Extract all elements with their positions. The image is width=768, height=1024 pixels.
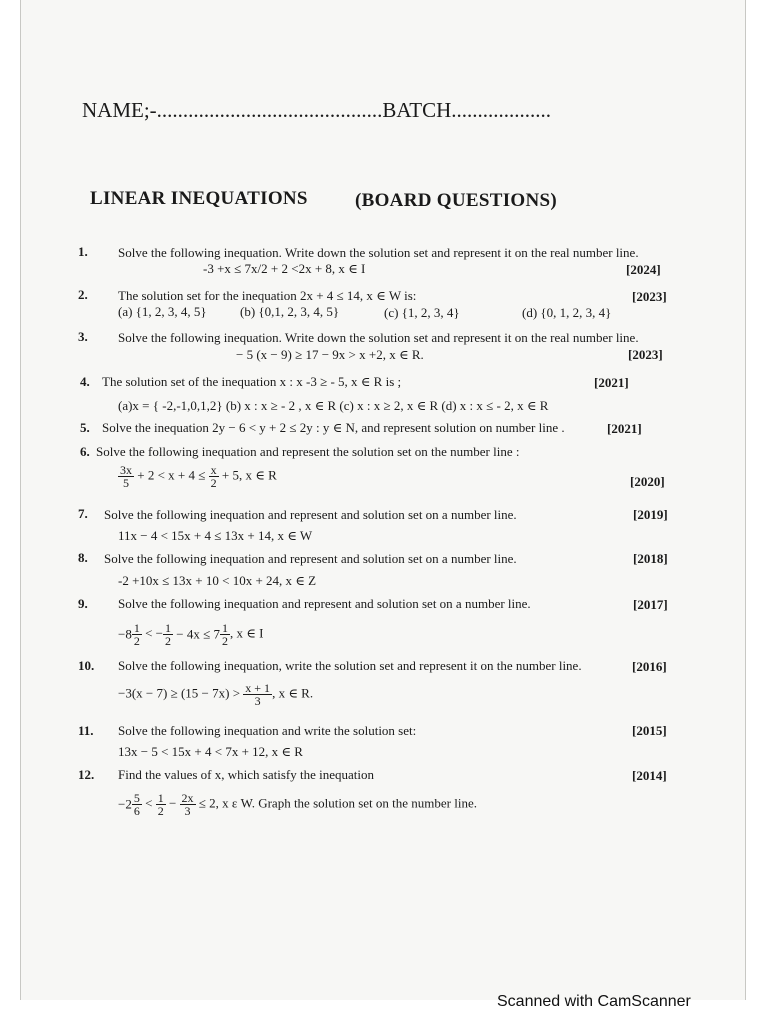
scanner-watermark: Scanned with CamScanner: [497, 993, 691, 1010]
question-text: Solve the following inequation. Write down the solution set and represent it on the real number line.: [118, 245, 639, 260]
question-text: The solution set for the inequation 2x + 4 ≤ 14, x ∈ W is:: [118, 288, 417, 303]
question-expression: -3 +x ≤ 7x/2 + 2 <2x + 8, x ∈ I: [203, 261, 366, 276]
question-number: 11.: [78, 723, 94, 738]
question-number: 6.: [80, 444, 90, 459]
option-c: (c) {1, 2, 3, 4}: [384, 305, 460, 320]
question-year: [2014]: [632, 768, 667, 783]
option-a: (a) {1, 2, 3, 4, 5}: [118, 304, 207, 319]
question-number: 5.: [80, 420, 90, 435]
question-number: 1.: [78, 244, 88, 259]
question-text: Solve the following inequation. Write down the solution set and represent it on the real number line.: [118, 330, 639, 345]
question-text: The solution set of the inequation x : x -3 ≥ - 5, x ∈ R is ;: [102, 374, 402, 389]
page-title: LINEAR INEQUATIONS: [90, 188, 308, 209]
fraction: $\frac{x}{2}$: [210, 463, 217, 490]
question-text: Solve the inequation 2y − 6 < y + 2 ≤ 2y : y ∈ N, and represent solution on number line .: [102, 420, 565, 435]
question-year: [2024]: [626, 262, 661, 277]
question-text: Solve the following inequation and represent and solution set on a number line.: [104, 507, 517, 522]
question-number: 7.: [78, 506, 88, 521]
fraction: $\frac{1}{2}$: [165, 621, 172, 648]
question-number: 10.: [78, 658, 95, 673]
fraction: $\frac{3x}{5}$: [120, 463, 132, 490]
question-year: [2023]: [628, 347, 663, 362]
question-number: 12.: [78, 767, 95, 782]
question-expression: 13x − 5 < 15x + 4 < 7x + 12, x ∈ R: [118, 744, 303, 759]
name-batch-line: NAME;-...........................................BATCH...................: [82, 98, 552, 122]
mixed-number: − 4x ≤ 7 $\frac{1}{2}$: [176, 621, 228, 648]
question-year: [2017]: [633, 597, 668, 612]
question-expression: − 5 (x − 9) ≥ 17 − 9x > x +2, x ∈ R.: [236, 347, 424, 362]
question-year: [2016]: [632, 659, 667, 674]
question-options: (a)x = { -2,-1,0,1,2} (b) x : x ≥ - 2 , x ∈ R (c) x : x ≥ 2, x ∈ R (d) x : x ≤ - 2, x ∈ R: [118, 398, 549, 413]
question-number: 8.: [78, 550, 88, 565]
question-year: [2015]: [632, 723, 667, 738]
question-expression: -2 +10x ≤ 13x + 10 < 10x + 24, x ∈ Z: [118, 573, 317, 588]
question-number: 4.: [80, 374, 90, 389]
question-expression: −2 $\frac{5}{6}$ < $\frac{1}{2}$ − $\frac{2x}{3}$ ≤ 2, x ε W. Graph the solution set on the number line.: [118, 791, 477, 818]
question-year: [2021]: [594, 375, 629, 390]
question-year: [2021]: [607, 421, 642, 436]
question-text: Solve the following inequation and write the solution set:: [118, 723, 417, 738]
question-text: Solve the following inequation, write the solution set and represent it on the number line.: [118, 658, 582, 673]
question-number: 3.: [78, 329, 88, 344]
question-expression: −3(x − 7) ≥ (15 − 7x) > $\frac{x + 1}{3}$ , x ∈ R.: [118, 681, 314, 708]
fraction: $\frac{2x}{3}$: [181, 791, 194, 818]
question-year: [2020]: [630, 474, 665, 489]
question-text: Solve the following inequation and represent and solution set on a number line.: [104, 551, 517, 566]
question-year: [2019]: [633, 507, 668, 522]
question-expression: $\frac{3x}{5}$ + 2 < x + 4 ≤ $\frac{x}{2}$ + 5, x ∈ R: [120, 463, 277, 490]
question-year: [2023]: [632, 289, 667, 304]
fraction: $\frac{1}{2}$: [157, 791, 164, 818]
question-year: [2018]: [633, 551, 668, 566]
mixed-number: −2 $\frac{5}{6}$: [118, 791, 140, 818]
question-number: 9.: [78, 596, 88, 611]
question-expression: 11x − 4 < 15x + 4 ≤ 13x + 14, x ∈ W: [118, 528, 313, 543]
fraction: $\frac{x + 1}{3}$: [245, 681, 271, 708]
question-text: Solve the following inequation and represent the solution set on the number line :: [96, 444, 520, 459]
question-expression: −8 $\frac{1}{2}$ < − $\frac{1}{2}$ − 4x ≤ 7 $\frac{1}{2}$ , x ∈ I: [118, 621, 264, 648]
question-text: Find the values of x, which satisfy the inequation: [118, 767, 374, 782]
scanned-paper: [20, 0, 746, 1000]
option-b: (b) {0,1, 2, 3, 4, 5}: [240, 304, 340, 319]
mixed-number: −8 $\frac{1}{2}$: [118, 621, 140, 648]
page-subtitle: (BOARD QUESTIONS): [355, 190, 557, 211]
option-d: (d) {0, 1, 2, 3, 4}: [522, 305, 612, 320]
question-text: Solve the following inequation and represent and solution set on a number line.: [118, 596, 531, 611]
question-number: 2.: [78, 287, 88, 302]
